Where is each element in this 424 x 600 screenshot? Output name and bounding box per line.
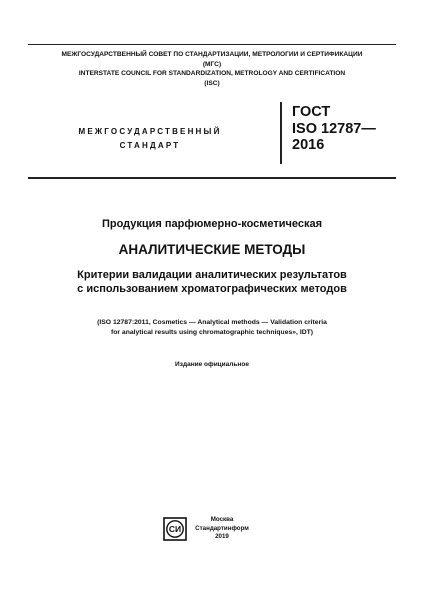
product-title: Продукция парфюмерно-косметическая	[101, 218, 323, 230]
subtitle-line2: с использованием хроматографических методов	[77, 283, 347, 295]
council-name-ru: МЕЖГОСУДАРСТВЕННЫЙ СОВЕТ ПО СТАНДАРТИЗАЦИИ, МЕТРОЛОГИИ И СЕРТИФИКАЦИИ	[61, 51, 363, 58]
council-abbr-ru: (МГС)	[202, 60, 222, 68]
designation-line1: ГОСТ	[292, 104, 331, 120]
edition-note: Издание официальное	[175, 361, 249, 368]
council-header	[28, 44, 396, 88]
imprint-year: 2019	[215, 533, 229, 540]
subtitle-line1: Критерии валидации аналитических результатов	[77, 269, 347, 281]
subtitle	[20, 268, 404, 296]
standard-type-line2: СТАНДАРТ	[119, 141, 181, 150]
horizontal-divider	[28, 177, 396, 179]
imprint-city: Москва	[210, 516, 234, 523]
imprint-publisher: Стандартинформ	[195, 524, 249, 532]
iso-reference-line1: (ISO 12787:2011, Cosmetics — Analytical methods — Validation criteria	[97, 319, 327, 326]
logo-graphic	[163, 517, 187, 541]
logo-text: СИ	[168, 524, 182, 535]
standartinform-logo-icon	[163, 517, 187, 541]
iso-reference-line2: for analytical results using chromatographic techniques», IDT)	[110, 329, 314, 336]
standard-designation	[292, 104, 402, 154]
council-name-en: INTERSTATE COUNCIL FOR STANDARDIZATION, METROLOGY AND CERTIFICATION	[78, 70, 346, 77]
council-abbr-en: (ISC)	[204, 79, 220, 87]
publisher-imprint	[192, 516, 252, 542]
designation-line3: 2016	[292, 137, 325, 153]
main-title: АНАЛИТИЧЕСКИЕ МЕТОДЫ	[118, 242, 306, 257]
standard-type	[60, 125, 240, 153]
vertical-divider	[280, 102, 282, 164]
designation-line2: ISO 12787—	[292, 120, 376, 137]
standard-type-line1: МЕЖГОСУДАРСТВЕННЫЙ	[78, 127, 222, 136]
iso-reference	[20, 318, 404, 338]
